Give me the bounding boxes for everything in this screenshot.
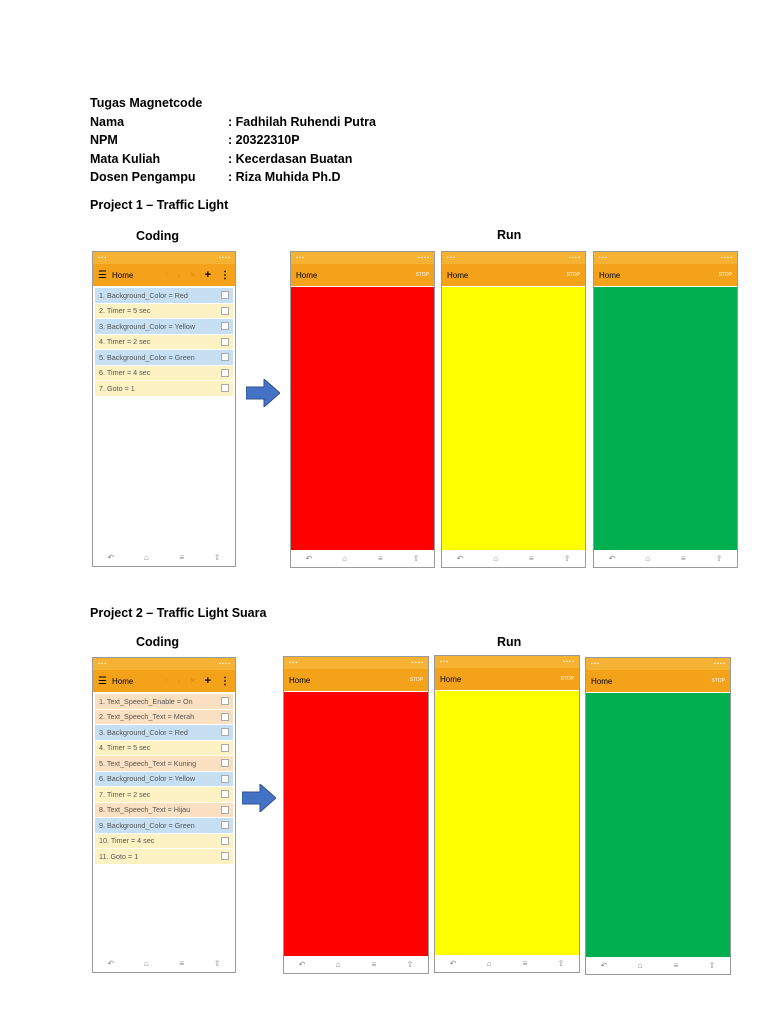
android-nav-bar: [594, 550, 737, 567]
assignment-title: Tugas Magnetcode: [90, 96, 203, 110]
list-item[interactable]: [95, 694, 233, 710]
project2-title: Project 2 – Traffic Light Suara: [90, 606, 267, 620]
recents-icon[interactable]: ≡: [529, 554, 534, 563]
item-checkbox[interactable]: [221, 744, 229, 752]
home-icon[interactable]: ⌂: [335, 960, 341, 969]
arrow-right-icon: [246, 379, 280, 407]
stop-button[interactable]: STOP: [566, 272, 580, 278]
home-icon[interactable]: ⌂: [486, 959, 492, 968]
android-nav-bar: [93, 955, 235, 972]
status-icons-right: ▪ ▪ ▪ ▪: [218, 255, 230, 261]
list-item-text: 7. Goto = 1: [99, 383, 135, 393]
stop-button[interactable]: STOP: [718, 272, 732, 278]
home-icon[interactable]: ⌂: [645, 554, 651, 563]
status-bar: [93, 252, 235, 264]
list-item[interactable]: [95, 304, 233, 320]
color-screen: [284, 692, 428, 956]
list-item-text: 4. Timer = 5 sec: [99, 743, 151, 753]
add-icon[interactable]: +: [204, 675, 211, 687]
status-icons-right: ▪ ▪ ▪ ▪: [713, 661, 725, 667]
item-checkbox[interactable]: [221, 713, 229, 721]
student-info: [90, 94, 376, 187]
list-item[interactable]: [95, 710, 233, 726]
recents-icon[interactable]: ≡: [681, 554, 686, 563]
app-bar: [586, 670, 730, 692]
item-checkbox[interactable]: [221, 322, 229, 330]
app-bar: [435, 668, 579, 690]
more-options-icon[interactable]: ⋮: [220, 269, 230, 281]
info-value: : 20322310P: [228, 133, 300, 147]
android-nav-bar: [93, 549, 235, 566]
list-item-text: 2. Timer = 5 sec: [99, 306, 151, 316]
item-checkbox[interactable]: [221, 384, 229, 392]
status-bar: [284, 657, 428, 669]
status-icons-left: ▪ ▪ ▪: [599, 255, 608, 261]
item-checkbox[interactable]: [221, 837, 229, 845]
info-row-mata-kuliah: [90, 150, 376, 169]
toolbar: [165, 675, 230, 687]
list-item[interactable]: [95, 818, 233, 834]
list-item[interactable]: [95, 849, 233, 865]
project1-coding-phone: [92, 251, 236, 567]
list-item-text: 1. Text_Speech_Enable = On: [99, 696, 193, 706]
list-item[interactable]: [95, 381, 233, 397]
status-icons-left: ▪ ▪ ▪: [447, 255, 456, 261]
list-item-text: 3. Background_Color = Yellow: [99, 321, 196, 331]
stop-button[interactable]: STOP: [409, 677, 423, 683]
list-item[interactable]: [95, 834, 233, 850]
toolbar: [165, 269, 230, 281]
back-icon[interactable]: ↶: [608, 554, 616, 563]
recents-icon[interactable]: ≡: [179, 553, 185, 562]
assist-icon[interactable]: ⇧: [213, 553, 221, 562]
stop-button[interactable]: STOP: [415, 272, 429, 278]
stop-button[interactable]: STOP: [560, 676, 574, 682]
back-icon[interactable]: ↶: [456, 554, 464, 563]
status-icons-left: ▪ ▪ ▪: [98, 255, 107, 261]
list-item-text: 6. Background_Color = Yellow: [99, 774, 196, 784]
command-list: [93, 692, 235, 865]
color-screen: [435, 691, 579, 955]
list-item-text: 10. Timer = 4 sec: [99, 836, 155, 846]
back-icon[interactable]: ↶: [107, 959, 115, 968]
app-title: Home: [440, 674, 462, 684]
status-icons-right: ▪ ▪ ▪ ▪: [218, 661, 230, 667]
color-screen: [291, 287, 434, 550]
status-icons-left: ▪ ▪ ▪: [98, 661, 107, 667]
list-item-text: 9. Background_Color = Green: [99, 820, 195, 830]
assist-icon[interactable]: ⇧: [406, 960, 414, 969]
info-label: Dosen Pengampu: [90, 170, 196, 184]
assist-icon[interactable]: ⇧: [708, 961, 716, 970]
info-label: NPM: [90, 133, 118, 147]
android-nav-bar: [586, 957, 730, 974]
item-checkbox[interactable]: [221, 852, 229, 860]
home-icon[interactable]: ⌂: [342, 554, 348, 563]
color-screen: [586, 693, 730, 957]
status-icons-right: ▪ ▪ ▪ ▪: [568, 255, 580, 261]
item-checkbox[interactable]: [221, 307, 229, 315]
status-bar: [594, 252, 737, 264]
assist-icon[interactable]: ⇧: [715, 554, 723, 563]
menu-icon[interactable]: ☰: [98, 675, 107, 687]
app-title: Home: [289, 675, 311, 685]
status-icons-right: ▪ ▪ ▪ ▪: [562, 659, 574, 665]
list-item[interactable]: [95, 756, 233, 772]
home-icon[interactable]: ⌂: [143, 959, 149, 968]
list-item[interactable]: [95, 772, 233, 788]
stop-button[interactable]: STOP: [711, 678, 725, 684]
list-item[interactable]: [95, 335, 233, 351]
list-item-text: 5. Background_Color = Green: [99, 352, 195, 362]
run-phone-1: [283, 656, 429, 974]
list-item[interactable]: [95, 787, 233, 803]
assist-icon[interactable]: ⇧: [557, 959, 565, 968]
info-label: Mata Kuliah: [90, 151, 161, 166]
app-title: Home: [599, 270, 621, 280]
app-bar: [93, 264, 235, 286]
home-icon[interactable]: ⌂: [637, 961, 643, 970]
run-phone-2: [434, 655, 580, 973]
item-checkbox[interactable]: [221, 790, 229, 798]
info-value: : Fadhilah Ruhendi Putra: [228, 114, 376, 129]
add-icon[interactable]: +: [204, 269, 211, 281]
app-bar: [594, 264, 737, 286]
status-bar: [435, 656, 579, 668]
back-icon[interactable]: ↶: [298, 960, 306, 969]
status-bar: [586, 658, 730, 670]
list-item-text: 3. Background_Color = Red: [99, 727, 188, 737]
move-up-icon[interactable]: ↑: [164, 271, 169, 279]
list-item-text: 6. Timer = 4 sec: [99, 368, 151, 378]
recents-icon[interactable]: ≡: [179, 959, 185, 968]
list-item-text: 7. Timer = 2 sec: [99, 789, 151, 799]
project1-run-label: Run: [497, 228, 522, 242]
status-icons-right: ▪ ▪ ▪ ▪: [417, 255, 429, 261]
item-checkbox[interactable]: [221, 821, 229, 829]
info-row-npm: [90, 131, 376, 150]
move-down-icon[interactable]: ↓: [177, 677, 181, 685]
run-phone-2: [441, 251, 586, 568]
run-phone-3: [593, 251, 738, 568]
assist-icon[interactable]: ⇧: [563, 554, 571, 563]
status-icons-left: ▪ ▪ ▪: [440, 659, 449, 665]
list-item[interactable]: [95, 350, 233, 366]
list-item-text: 2. Text_Speech_Text = Merah: [99, 712, 195, 722]
delete-icon[interactable]: ✕: [189, 678, 196, 685]
run-phone-3: [585, 657, 731, 975]
back-icon[interactable]: ↶: [305, 554, 313, 563]
project2-coding-label: Coding: [136, 635, 180, 649]
recents-icon[interactable]: ≡: [378, 554, 383, 563]
delete-icon[interactable]: ✕: [189, 272, 196, 279]
home-icon[interactable]: ⌂: [493, 554, 499, 563]
status-icons-left: ▪ ▪ ▪: [289, 660, 298, 666]
status-bar: [442, 252, 585, 264]
assist-icon[interactable]: ⇧: [213, 959, 221, 968]
status-bar: [291, 252, 434, 264]
back-icon[interactable]: ↶: [600, 961, 608, 970]
item-checkbox[interactable]: [221, 338, 229, 346]
status-bar: [93, 658, 235, 670]
app-title: Home: [112, 676, 134, 686]
home-icon[interactable]: ⌂: [143, 553, 149, 562]
info-row-nama: [90, 113, 376, 132]
project1-title: Project 1 – Traffic Light: [90, 198, 229, 212]
info-row-dosen: [90, 168, 376, 187]
app-bar: [291, 264, 434, 286]
item-checkbox[interactable]: [221, 353, 229, 361]
status-icons-right: ▪ ▪ ▪ ▪: [720, 255, 732, 261]
color-screen: [442, 287, 585, 550]
list-item[interactable]: [95, 741, 233, 757]
android-nav-bar: [291, 550, 434, 567]
android-nav-bar: [442, 550, 585, 567]
back-icon[interactable]: ↶: [107, 553, 115, 562]
app-bar: [93, 670, 235, 692]
app-title: Home: [591, 676, 613, 686]
info-value: : Riza Muhida Ph.D: [228, 170, 341, 184]
color-screen: [594, 287, 737, 550]
back-icon[interactable]: ↶: [449, 959, 457, 968]
list-item-text: 11. Goto = 1: [99, 851, 139, 861]
list-item[interactable]: [95, 366, 233, 382]
app-title: Home: [112, 270, 134, 280]
move-down-icon[interactable]: ↓: [177, 271, 181, 279]
recents-icon[interactable]: ≡: [371, 960, 377, 969]
list-item[interactable]: [95, 725, 233, 741]
menu-icon[interactable]: ☰: [98, 269, 107, 281]
arrow-right-icon: [242, 784, 276, 812]
more-options-icon[interactable]: ⋮: [220, 675, 230, 687]
item-checkbox[interactable]: [221, 291, 229, 299]
project2-coding-phone: [92, 657, 236, 973]
recents-icon[interactable]: ≡: [673, 961, 679, 970]
item-checkbox[interactable]: [221, 369, 229, 377]
status-icons-left: ▪ ▪ ▪: [296, 255, 305, 261]
move-up-icon[interactable]: ↑: [164, 677, 169, 685]
item-checkbox[interactable]: [221, 759, 229, 767]
app-bar: [442, 264, 585, 286]
assist-icon[interactable]: ⇧: [412, 554, 420, 563]
android-nav-bar: [284, 956, 428, 973]
item-checkbox[interactable]: [221, 728, 229, 736]
list-item[interactable]: [95, 288, 233, 304]
item-checkbox[interactable]: [221, 775, 229, 783]
info-value: : Kecerdasan Buatan: [228, 151, 353, 166]
list-item-text: 1. Background_Color = Red: [99, 290, 188, 300]
project1-coding-label: Coding: [136, 229, 180, 243]
item-checkbox[interactable]: [221, 697, 229, 705]
status-icons-right: ▪ ▪ ▪ ▪: [411, 660, 423, 666]
recents-icon[interactable]: ≡: [522, 959, 528, 968]
app-title: Home: [296, 270, 318, 280]
list-item-text: 4. Timer = 2 sec: [99, 337, 151, 347]
list-item[interactable]: [95, 319, 233, 335]
app-title: Home: [447, 270, 469, 280]
app-bar: [284, 669, 428, 691]
list-item[interactable]: [95, 803, 233, 819]
command-list: [93, 286, 235, 397]
project2-run-label: Run: [497, 635, 522, 649]
android-nav-bar: [435, 955, 579, 972]
item-checkbox[interactable]: [221, 806, 229, 814]
info-label: Nama: [90, 114, 125, 129]
status-icons-left: ▪ ▪ ▪: [591, 661, 600, 667]
run-phone-1: [290, 251, 435, 568]
list-item-text: 8. Text_Speech_Text = Hijau: [99, 805, 191, 815]
list-item-text: 5. Text_Speech_Text = Kuning: [99, 758, 197, 768]
